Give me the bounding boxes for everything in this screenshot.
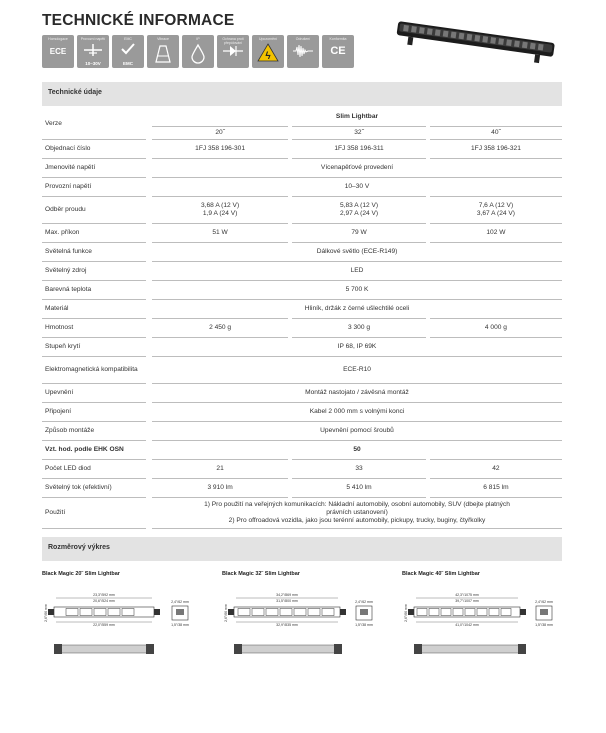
cell: Kabel 2 000 mm s volnými konci	[149, 403, 562, 422]
page-title: TECHNICKÉ INFORMACE	[42, 12, 235, 29]
row-label: Světelný zdroj	[42, 262, 149, 281]
row-label: Světelný tok (efektivní)	[42, 479, 149, 498]
table-row	[42, 319, 562, 338]
dim-height: 2,6"/66 mm	[404, 604, 408, 622]
row-label: Max. příkon	[42, 224, 149, 243]
table-row	[42, 108, 562, 127]
wave-icon: Odrušení	[287, 35, 319, 68]
cell: ECE-R10	[149, 357, 562, 384]
table-row	[42, 357, 562, 384]
dimension-drawing-20	[42, 571, 202, 668]
table-row	[42, 281, 562, 300]
row-label: Provozní napětí	[42, 178, 149, 197]
table-row	[42, 159, 562, 178]
table-row	[42, 479, 562, 498]
voltage-icon: Provozní napětí 10–30V	[77, 35, 109, 68]
table-row	[42, 224, 562, 243]
dim-depth: 1,5"/38 mm	[535, 623, 553, 627]
drawing-caption: Black Magic 40˝ Slim Lightbar	[402, 571, 480, 577]
cell: 3 300 g	[290, 319, 428, 338]
drawing-svg	[222, 577, 382, 663]
cell: 5 410 lm	[290, 479, 428, 498]
row-label: Vzt. hod. podle EHK OSN	[42, 441, 149, 460]
dim-bottom: 22,0"/559 mm	[93, 623, 115, 627]
waterproof-icon: IP	[182, 35, 214, 68]
row-label: Upevnění	[42, 384, 149, 403]
row-label: Odběr proudu	[42, 197, 149, 224]
cell: Hliník, držák z černé ušlechtilé oceli	[149, 300, 562, 319]
cell: 6 815 lm	[428, 479, 562, 498]
row-label: Verze	[42, 108, 149, 140]
cell: 1) Pro použití na veřejných komunikacích: Nákladní automobily, osobní automobily, SUV (dbejte platných právních ustanovení) 2) Pro offroadová vozidla, jako jsou terénní automobily, pickupy, trucky, buginy, čtyřkolky	[149, 498, 562, 529]
dim-inner: 31,5"/800 mm	[276, 599, 298, 603]
warning-icon: Upozornění ϟ	[252, 35, 284, 68]
cell: 4 000 g	[428, 319, 562, 338]
row-label: Počet LED diod	[42, 460, 149, 479]
dim-bottom: 41,0"/1042 mm	[455, 623, 479, 627]
feature-icons	[42, 35, 354, 68]
emc-icon: EMC EMC	[112, 35, 144, 68]
table-row	[42, 338, 562, 357]
row-label: Použití	[42, 498, 149, 529]
cell: IP 68, IP 69K	[149, 338, 562, 357]
dim-overall: 42,3"/1075 mm	[455, 593, 479, 597]
reverse-polarity-icon: Ochrana proti přepólování	[217, 35, 249, 68]
dim-overall: 34,2"/869 mm	[276, 593, 298, 597]
section-header-technical: Technické údaje	[42, 82, 562, 106]
ece-icon: Homologace ECE	[42, 35, 74, 68]
cell: Vícenapěťové provedení	[149, 159, 562, 178]
group-header: Slim Lightbar	[149, 108, 562, 127]
drawing-svg	[42, 577, 202, 663]
cell: 7,6 A (12 V) 3,67 A (24 V)	[428, 197, 562, 224]
cell: 50	[149, 441, 562, 460]
dimension-drawing-32	[222, 571, 382, 668]
size-20: 20˝	[149, 127, 290, 140]
dim-inner: 20,6"/524 mm	[93, 599, 115, 603]
row-label: Elektromagnetická kompatibilita	[42, 357, 149, 384]
row-label: Objednací číslo	[42, 140, 149, 159]
cell: Montáž nastojato / závěsná montáž	[149, 384, 562, 403]
spec-table	[42, 108, 562, 529]
dim-bottom: 32,9"/835 mm	[276, 623, 298, 627]
table-row	[42, 140, 562, 159]
row-label: Světelná funkce	[42, 243, 149, 262]
cell: 42	[428, 460, 562, 479]
cell: LED	[149, 262, 562, 281]
cell: 1FJ 358 196-321	[428, 140, 562, 159]
dim-side: 2,4"/62 mm	[355, 600, 373, 604]
row-label: Připojení	[42, 403, 149, 422]
table-row	[42, 403, 562, 422]
table-row	[42, 441, 562, 460]
row-label: Hmotnost	[42, 319, 149, 338]
size-40: 40˝	[428, 127, 562, 140]
cell: 33	[290, 460, 428, 479]
dim-depth: 1,5"/38 mm	[355, 623, 373, 627]
cell: 5,83 A (12 V) 2,97 A (24 V)	[290, 197, 428, 224]
cell: Dálkové světlo (ECE-R149)	[149, 243, 562, 262]
cell: 3,68 A (12 V) 1,9 A (24 V)	[149, 197, 290, 224]
cell: Upevnění pomocí šroubů	[149, 422, 562, 441]
cell: 1FJ 358 196-301	[149, 140, 290, 159]
vibration-icon: Vibrace	[147, 35, 179, 68]
drawing-caption: Black Magic 20˝ Slim Lightbar	[42, 571, 120, 577]
product-image	[390, 14, 560, 79]
cell: 5 700 K	[149, 281, 562, 300]
cell: 3 910 lm	[149, 479, 290, 498]
table-row	[42, 422, 562, 441]
table-row	[42, 243, 562, 262]
table-row	[42, 300, 562, 319]
dim-height: 2,6"/66 mm	[44, 604, 48, 622]
dimension-drawing-40	[402, 571, 562, 668]
cell: 102 W	[428, 224, 562, 243]
drawing-svg	[402, 577, 562, 663]
table-row	[42, 384, 562, 403]
table-row	[42, 460, 562, 479]
cell: 1FJ 358 196-311	[290, 140, 428, 159]
section-header-drawing: Rozměrový výkres	[42, 537, 562, 561]
svg-text:ϟ: ϟ	[265, 51, 271, 62]
table-row	[42, 498, 562, 529]
cell: 2 450 g	[149, 319, 290, 338]
cell: 10–30 V	[149, 178, 562, 197]
dim-height: 2,6"/66 mm	[224, 604, 228, 622]
table-row	[42, 197, 562, 224]
dim-depth: 1,5"/38 mm	[171, 623, 189, 627]
ce-icon: Konformita CE	[322, 35, 354, 68]
cell: 21	[149, 460, 290, 479]
row-label: Barevná teplota	[42, 281, 149, 300]
dim-overall: 23,3"/592 mm	[93, 593, 115, 597]
dim-inner: 39,7"/1007 mm	[455, 599, 479, 603]
cell: 51 W	[149, 224, 290, 243]
dim-side: 2,4"/62 mm	[171, 600, 189, 604]
table-row	[42, 262, 562, 281]
row-label: Jmenovité napětí	[42, 159, 149, 178]
row-label: Materiál	[42, 300, 149, 319]
dim-side: 2,4"/62 mm	[535, 600, 553, 604]
row-label: Způsob montáže	[42, 422, 149, 441]
table-row	[42, 178, 562, 197]
cell: 79 W	[290, 224, 428, 243]
drawing-caption: Black Magic 32˝ Slim Lightbar	[222, 571, 300, 577]
row-label: Stupeň krytí	[42, 338, 149, 357]
size-32: 32˝	[290, 127, 428, 140]
